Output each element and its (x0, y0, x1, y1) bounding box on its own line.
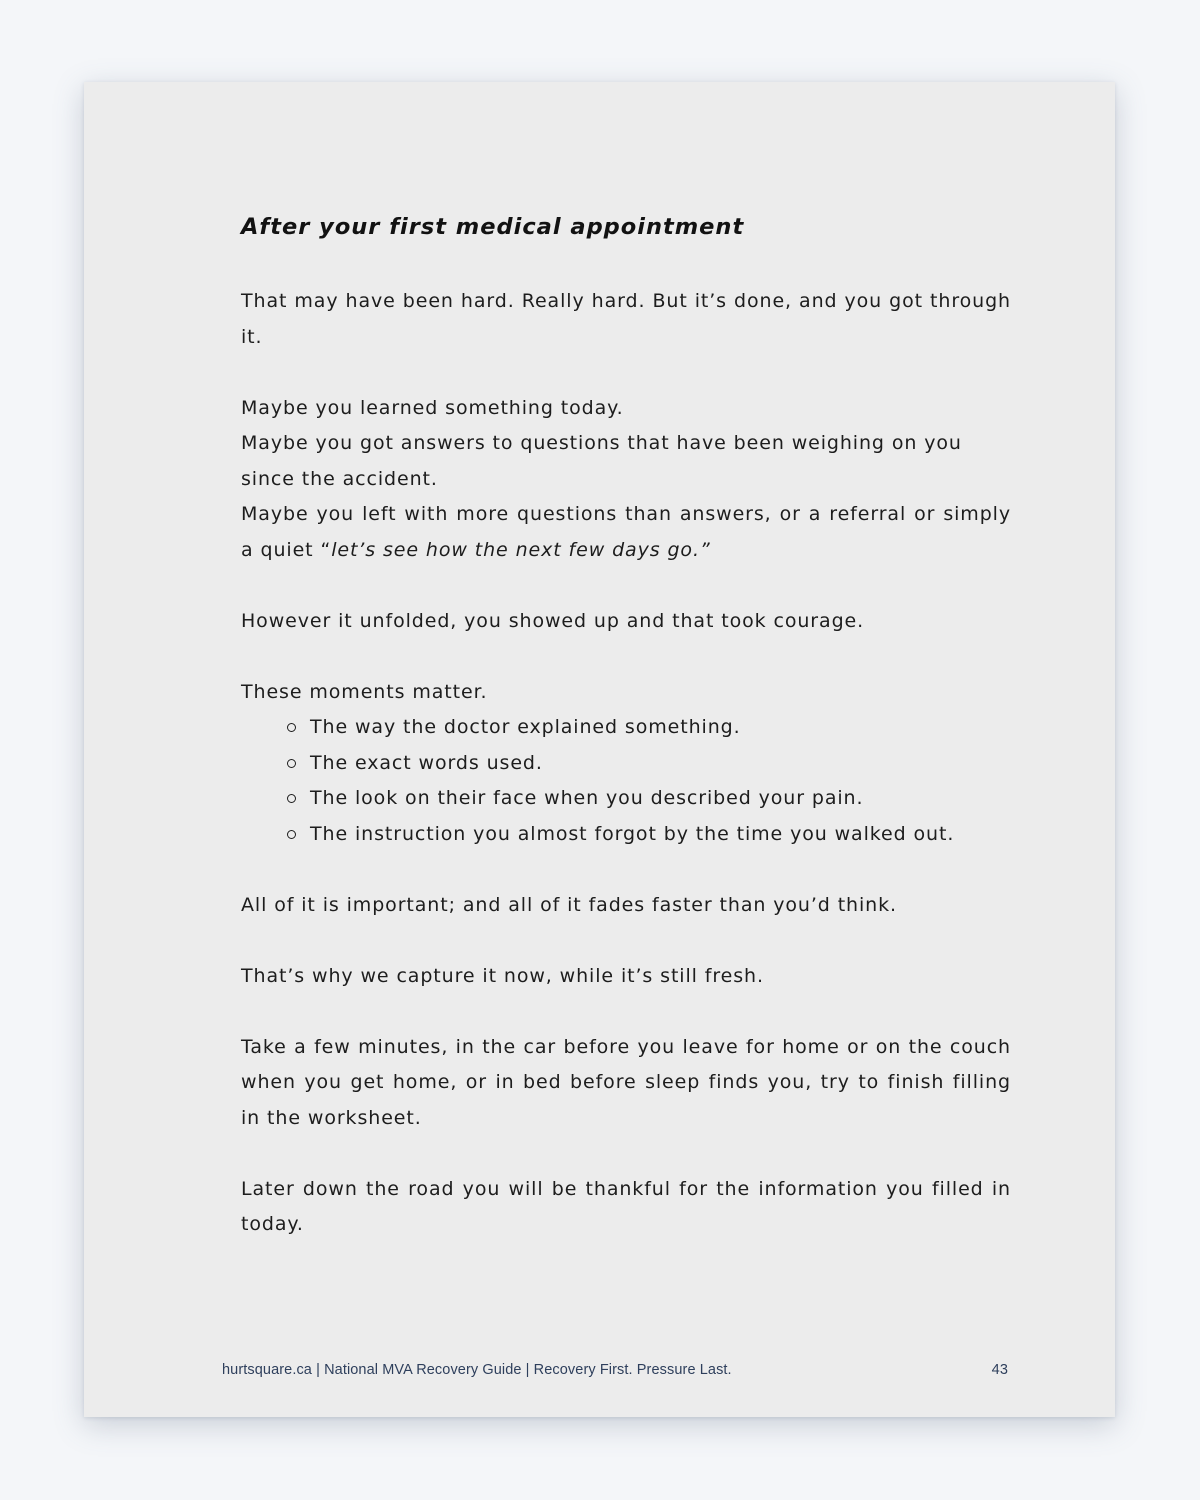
section-heading: After your first medical appointment (241, 214, 745, 240)
maybe-quote: let’s see how the next few days go.” (331, 538, 711, 561)
paragraph-however: However it unfolded, you showed up and that took courage. (241, 609, 865, 632)
paragraph-maybe (241, 391, 1011, 569)
page-footer (222, 1362, 1008, 1378)
list-item: The instruction you almost forgot by the time you walked out. (310, 817, 1011, 853)
page-content (241, 210, 1011, 1278)
page-number: 43 (991, 1362, 1008, 1378)
maybe-line-questions-text: Maybe you left with more questions than answers, or a referral or simply a quiet “ (241, 503, 1011, 561)
paragraph-capture: That’s why we capture it now, while it’s still fresh. (241, 964, 764, 987)
footer-text: hurtsquare.ca | National MVA Recovery Guide | Recovery First. Pressure Last. (222, 1362, 732, 1378)
maybe-line-questions (241, 497, 1011, 568)
moments-list (241, 710, 1011, 852)
document-page (84, 82, 1115, 1417)
paragraph-later: Later down the road you will be thankful for the information you filled in today. (241, 1177, 1011, 1235)
paragraph-all: All of it is important; and all of it fades faster than you’d think. (241, 893, 897, 916)
maybe-line-learned: Maybe you learned something today. (241, 396, 624, 419)
list-item: The way the doctor explained something. (310, 710, 1011, 746)
paragraph-hard: That may have been hard. Really hard. But it’s done, and you got through it. (241, 290, 1011, 348)
list-item: The exact words used. (310, 746, 1011, 782)
paragraph-take: Take a few minutes, in the car before you leave for home or on the couch when you get home, or in bed before sleep finds you, try to finish filling in the worksheet. (241, 1035, 1011, 1129)
list-item: The look on their face when you described your pain. (310, 781, 1011, 817)
moments-intro: These moments matter. (241, 680, 488, 703)
maybe-line-answers: Maybe you got answers to questions that have been weighing on you since the accident. (241, 432, 962, 490)
